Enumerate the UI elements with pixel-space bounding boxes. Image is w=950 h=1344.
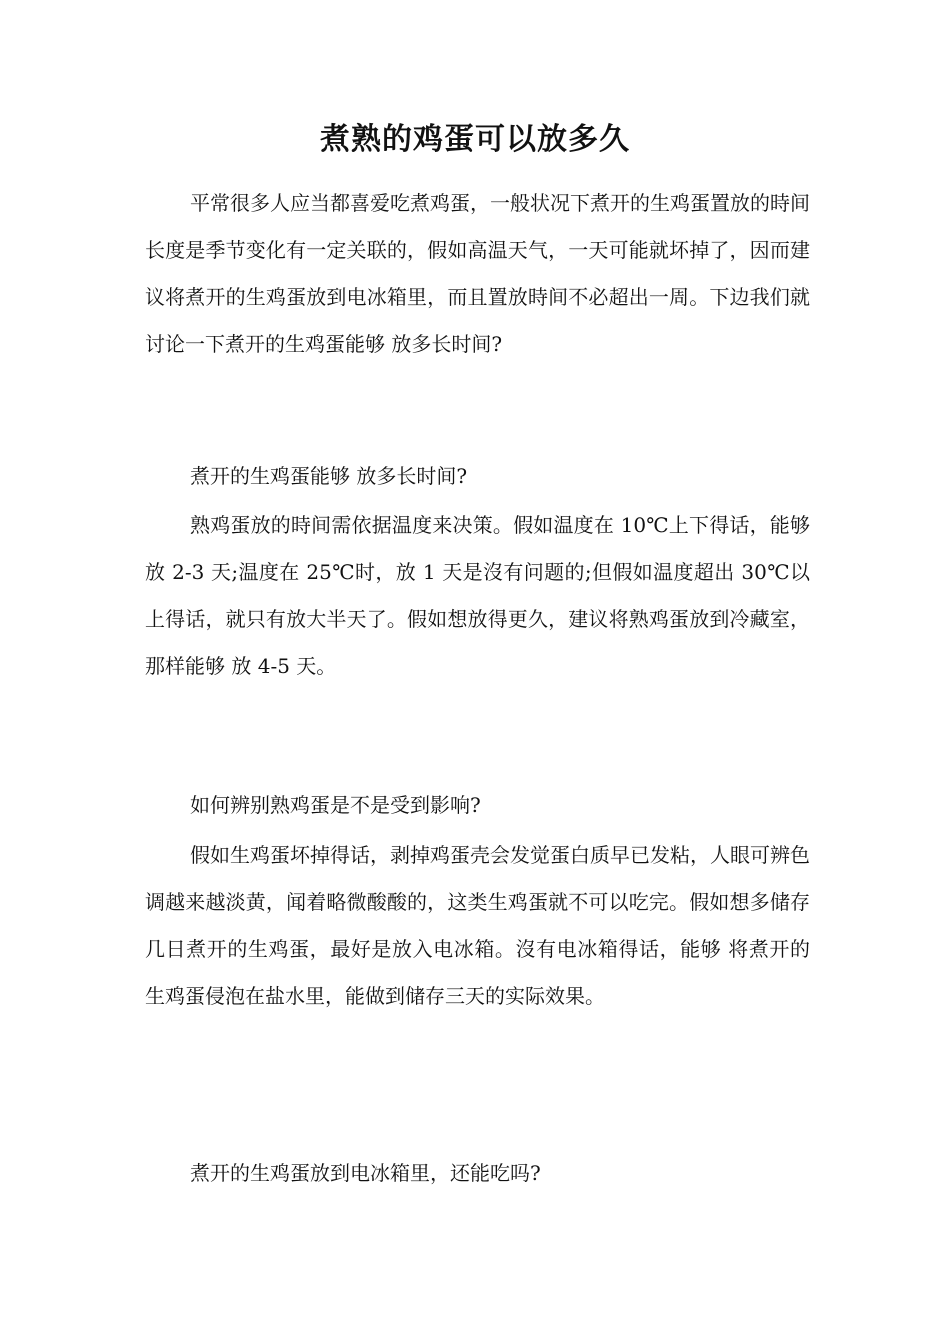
intro-paragraph: 平常很多人应当都喜爱吃煮鸡蛋，一般状况下煮开的生鸡蛋置放的時间长度是季节变化有一定关联的，假如高温天气，一天可能就坏掉了，因而建议将煮开的生鸡蛋放到电冰箱里，而且置放時间不必超出一周。下边我们就讨论一下煮开的生鸡蛋能够 放多长时间? [145,191,810,356]
section-body-storage-time: 熟鸡蛋放的時间需依据温度来决策。假如温度在 10℃上下得话，能够 放 2-3 天;温度在 25℃时，放 1 天是沒有问题的;但假如温度超出 30℃以上得话，就只有放大半天了。假如想放得更久，建议将熟鸡蛋放到冷藏室，那样能够 放 4-5 天。 [145,513,810,678]
section-heading-storage-time: 煮开的生鸡蛋能够 放多长时间? [190,464,468,488]
document-title: 煮熟的鸡蛋可以放多久 [320,122,630,157]
section-body-spoilage: 假如生鸡蛋坏掉得话，剥掉鸡蛋壳会发觉蛋白质早已发粘，人眼可辨色调越来越淡黄，闻着略微酸酸的，这类生鸡蛋就不可以吃完。假如想多储存几日煮开的生鸡蛋，最好是放入电冰箱。沒有电冰箱得话，能够 将煮开的生鸡蛋侵泡在盐水里，能做到储存三天的实际效果。 [145,843,810,1008]
section-heading-spoilage: 如何辨别熟鸡蛋是不是受到影响? [190,793,481,817]
section-heading-fridge: 煮开的生鸡蛋放到电冰箱里，还能吃吗? [190,1161,541,1185]
